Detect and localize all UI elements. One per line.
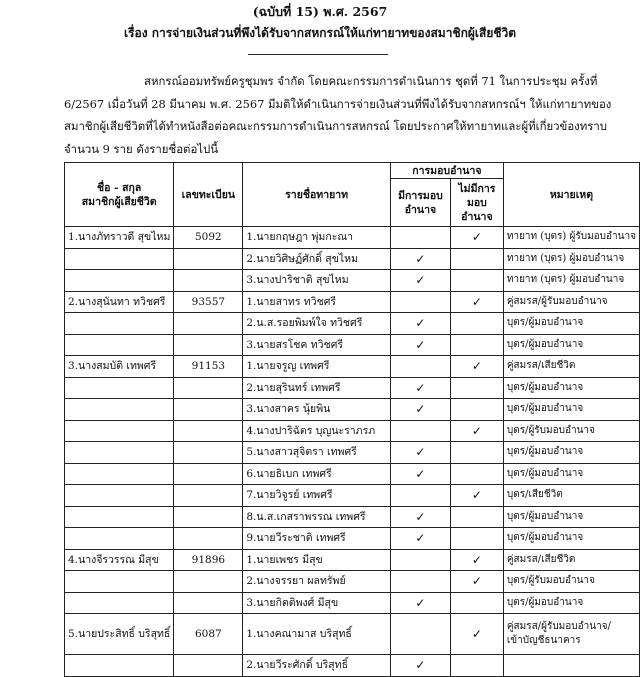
table-row xyxy=(65,420,640,442)
announcement-number: (ฉบับที่ 15) พ.ศ. 2567 xyxy=(252,4,388,19)
table-row xyxy=(65,334,640,356)
member-name-cell xyxy=(65,485,174,507)
table-row xyxy=(65,399,640,421)
has-power-check-icon: ✓ xyxy=(390,528,450,550)
note-cell: บุตร/ผู้มอบอำนาจ xyxy=(503,313,639,335)
note-cell: บุตร/ผู้มอบอำนาจ xyxy=(503,463,639,485)
table-row xyxy=(65,356,640,378)
registration-number-cell xyxy=(174,485,243,507)
no-power-check-icon xyxy=(450,463,503,485)
note-line: คู่สมรส/ผู้รับมอบอำนาจ/ xyxy=(506,621,611,632)
registration-number-cell xyxy=(174,420,243,442)
registration-number-cell xyxy=(174,313,243,335)
body-line-1: สหกรณ์ออมทรัพย์ครูชุมพร จำกัด โดยคณะกรรมการดำเนินการ ชุดที่ 71 ในการประชุม ครั้งที่ xyxy=(144,74,598,88)
heir-name-cell: 8.น.ส.เกสราพรรณ เทพศรี xyxy=(243,506,391,528)
note-cell: คู่สมรส/ผู้รับมอบอำนาจ xyxy=(503,291,639,313)
heir-name-cell: 2.นายวิศิษฏ์ศักดิ์ สุขไหม xyxy=(243,248,391,270)
header-power-of-attorney: การมอบอำนาจ xyxy=(390,163,503,179)
header-member: ชื่อ - สกุล สมาชิกผู้เสียชีวิต xyxy=(65,163,174,227)
table-row xyxy=(65,506,640,528)
member-name-cell xyxy=(65,248,174,270)
member-name-cell xyxy=(65,334,174,356)
has-power-check-icon: ✓ xyxy=(390,399,450,421)
no-power-check-icon xyxy=(450,334,503,356)
heir-name-cell: 3.นางปาริชาติ สุขไหม xyxy=(243,270,391,292)
header-has-power: มีการมอบ อำนาจ xyxy=(390,179,450,227)
no-power-check-icon xyxy=(450,248,503,270)
header-registration: เลขทะเบียน xyxy=(174,163,243,227)
body-line-3: สมาชิกผู้เสียชีวิตที่ได้ทำหนังสือต่อคณะกรรมการดำเนินการสหกรณ์ โดยประกาศให้ทายาทและผู้ที่เกี่ยวข้องทราบ xyxy=(64,119,607,133)
registration-number-cell xyxy=(174,592,243,614)
body-line-4: จำนวน 9 ราย ดังรายชื่อต่อไปนี้ xyxy=(64,141,219,156)
note-cell: บุตร/ผู้รับมอบอำนาจ xyxy=(503,571,639,593)
note-cell: ทายาท (บุตร) ผู้มอบอำนาจ xyxy=(503,270,639,292)
heir-name-cell: 3.นางสาคร นุ้ยพิน xyxy=(243,399,391,421)
table-row xyxy=(65,463,640,485)
member-name-cell xyxy=(65,399,174,421)
no-power-check-icon: ✓ xyxy=(450,227,503,249)
registration-number-cell: 6087 xyxy=(174,614,243,655)
note-cell: บุตร/ผู้มอบอำนาจ xyxy=(503,377,639,399)
member-name-cell xyxy=(65,528,174,550)
has-power-check-icon: ✓ xyxy=(390,655,450,677)
member-name-cell: 2.นางสุนันทา ทวิชศรี xyxy=(65,291,174,313)
registration-number-cell xyxy=(174,248,243,270)
has-power-check-icon: ✓ xyxy=(390,463,450,485)
table-row xyxy=(65,248,640,270)
table-row xyxy=(65,291,640,313)
has-power-check-icon: ✓ xyxy=(390,592,450,614)
member-name-cell xyxy=(65,655,174,677)
header-no-power: ไม่มีการ มอบ อำนาจ xyxy=(450,179,503,227)
announcement-subject: เรื่อง การจ่ายเงินส่วนที่พึงได้รับจากสหกรณ์ให้แก่ทายาทของสมาชิกผู้เสียชีวิต xyxy=(123,26,517,40)
note-cell: บุตร/ผู้มอบอำนาจ xyxy=(503,592,639,614)
heir-name-cell: 2.นายวีระศักดิ์ บริสุทธิ์ xyxy=(243,655,391,677)
registration-number-cell xyxy=(174,506,243,528)
has-power-check-icon xyxy=(390,356,450,378)
note-cell xyxy=(503,614,639,655)
has-power-check-icon: ✓ xyxy=(390,377,450,399)
no-power-check-icon xyxy=(450,442,503,464)
note-cell: ทายาท (บุตร) ผู้รับมอบอำนาจ xyxy=(503,227,639,249)
note-cell: บุตร/ผู้มอบอำนาจ xyxy=(503,399,639,421)
table-row xyxy=(65,442,640,464)
table-row xyxy=(65,528,640,550)
member-name-cell xyxy=(65,571,174,593)
registration-number-cell: 91153 xyxy=(174,356,243,378)
table-row xyxy=(65,655,640,677)
member-name-cell xyxy=(65,377,174,399)
registration-number-cell: 93557 xyxy=(174,291,243,313)
member-name-cell: 4.นางจีรวรรณ มีสุข xyxy=(65,549,174,571)
member-name-cell: 1.นางภัทราวดี สุขไหม xyxy=(65,227,174,249)
note-cell: คู่สมรส/เสียชีวิต xyxy=(503,549,639,571)
heir-name-cell: 1.นายกฤษฎา พุ่มกะณา xyxy=(243,227,391,249)
table-row xyxy=(65,377,640,399)
note-line: เข้าบัญชีธนาคาร xyxy=(506,635,581,646)
registration-number-cell xyxy=(174,655,243,677)
no-power-check-icon xyxy=(450,655,503,677)
no-power-check-icon: ✓ xyxy=(450,485,503,507)
note-cell: ทายาท (บุตร) ผู้มอบอำนาจ xyxy=(503,248,639,270)
header-note: หมายเหตุ xyxy=(503,163,639,227)
note-cell: บุตร/ผู้มอบอำนาจ xyxy=(503,506,639,528)
no-power-check-icon: ✓ xyxy=(450,356,503,378)
header-heirs: รายชื่อทายาท xyxy=(243,163,391,227)
member-name-cell: 5.นายประสิทธิ์ บริสุทธิ์ xyxy=(65,614,174,655)
table-row xyxy=(65,571,640,593)
heir-name-cell: 9.นายวีระชาติ เทพศรี xyxy=(243,528,391,550)
note-cell: บุตร/เสียชีวิต xyxy=(503,485,639,507)
heir-name-cell: 5.นางสาวสุจิตรา เทพศรี xyxy=(243,442,391,464)
has-power-check-icon xyxy=(390,227,450,249)
heir-name-cell: 3.นายกิตติพงศ์ มีสุข xyxy=(243,592,391,614)
heirs-table xyxy=(64,162,640,677)
no-power-check-icon xyxy=(450,399,503,421)
note-cell: บุตร/ผู้มอบอำนาจ xyxy=(503,334,639,356)
no-power-check-icon: ✓ xyxy=(450,614,503,655)
heir-name-cell: 1.นายสาทร ทวิชศรี xyxy=(243,291,391,313)
heir-name-cell: 1.นางคณามาส บริสุทธิ์ xyxy=(243,614,391,655)
has-power-check-icon: ✓ xyxy=(390,248,450,270)
member-name-cell xyxy=(65,463,174,485)
registration-number-cell xyxy=(174,528,243,550)
heir-name-cell: 3.นายสรโชค ทวิชศรี xyxy=(243,334,391,356)
table-row xyxy=(65,270,640,292)
table-row xyxy=(65,592,640,614)
member-name-cell xyxy=(65,270,174,292)
has-power-check-icon xyxy=(390,614,450,655)
has-power-check-icon: ✓ xyxy=(390,506,450,528)
registration-number-cell xyxy=(174,270,243,292)
note-cell: บุตร/ผู้มอบอำนาจ xyxy=(503,528,639,550)
has-power-check-icon: ✓ xyxy=(390,270,450,292)
no-power-check-icon xyxy=(450,313,503,335)
table-row xyxy=(65,227,640,249)
has-power-check-icon: ✓ xyxy=(390,313,450,335)
has-power-check-icon: ✓ xyxy=(390,442,450,464)
registration-number-cell xyxy=(174,442,243,464)
table-row xyxy=(65,485,640,507)
has-power-check-icon xyxy=(390,549,450,571)
heir-name-cell: 2.นางจรรยา ผลทรัพย์ xyxy=(243,571,391,593)
heir-name-cell: 1.นายเพชร มีสุข xyxy=(243,549,391,571)
announcement-body xyxy=(64,70,612,160)
heir-name-cell: 2.นายสุรินทร์ เทพศรี xyxy=(243,377,391,399)
note-cell: บุตร/ผู้มอบอำนาจ xyxy=(503,442,639,464)
heir-name-cell: 6.นายธิเบก เทพศรี xyxy=(243,463,391,485)
body-line-2: 6/2567 เมื่อวันที่ 28 มีนาคม พ.ศ. 2567 มีมติให้ดำเนินการจ่ายเงินส่วนที่พึงได้รับจากสหกรณ์ฯ ให้แก่ทายาทของ xyxy=(64,96,612,111)
has-power-check-icon xyxy=(390,291,450,313)
no-power-check-icon: ✓ xyxy=(450,420,503,442)
no-power-check-icon: ✓ xyxy=(450,571,503,593)
has-power-check-icon xyxy=(390,485,450,507)
note-cell xyxy=(503,655,639,677)
member-name-cell xyxy=(65,420,174,442)
table-body xyxy=(65,227,640,677)
no-power-check-icon xyxy=(450,528,503,550)
table-row xyxy=(65,549,640,571)
registration-number-cell: 91896 xyxy=(174,549,243,571)
registration-number-cell xyxy=(174,463,243,485)
registration-number-cell xyxy=(174,334,243,356)
no-power-check-icon xyxy=(450,270,503,292)
table-row xyxy=(65,614,640,655)
note-cell: คู่สมรส/เสียชีวิต xyxy=(503,356,639,378)
no-power-check-icon: ✓ xyxy=(450,291,503,313)
heir-name-cell: 2.น.ส.รอยพิมพ์ใจ ทวิชศรี xyxy=(243,313,391,335)
registration-number-cell xyxy=(174,399,243,421)
registration-number-cell xyxy=(174,377,243,399)
registration-number-cell: 5092 xyxy=(174,227,243,249)
heir-name-cell: 4.นางปาริฉัตร บุญนะราภรภ xyxy=(243,420,391,442)
has-power-check-icon: ✓ xyxy=(390,334,450,356)
registration-number-cell xyxy=(174,571,243,593)
member-name-cell xyxy=(65,592,174,614)
member-name-cell: 3.นางสมบัติ เทพศรี xyxy=(65,356,174,378)
heir-name-cell: 7.นายวิจูรย์ เทพศรี xyxy=(243,485,391,507)
header-divider xyxy=(248,54,388,55)
heir-name-cell: 1.นายจรูญ เทพศรี xyxy=(243,356,391,378)
no-power-check-icon xyxy=(450,377,503,399)
note-cell: บุตร/ผู้รับมอบอำนาจ xyxy=(503,420,639,442)
member-name-cell xyxy=(65,442,174,464)
no-power-check-icon xyxy=(450,506,503,528)
member-name-cell xyxy=(65,506,174,528)
has-power-check-icon xyxy=(390,571,450,593)
table-row xyxy=(65,313,640,335)
no-power-check-icon xyxy=(450,592,503,614)
has-power-check-icon xyxy=(390,420,450,442)
no-power-check-icon: ✓ xyxy=(450,549,503,571)
member-name-cell xyxy=(65,313,174,335)
